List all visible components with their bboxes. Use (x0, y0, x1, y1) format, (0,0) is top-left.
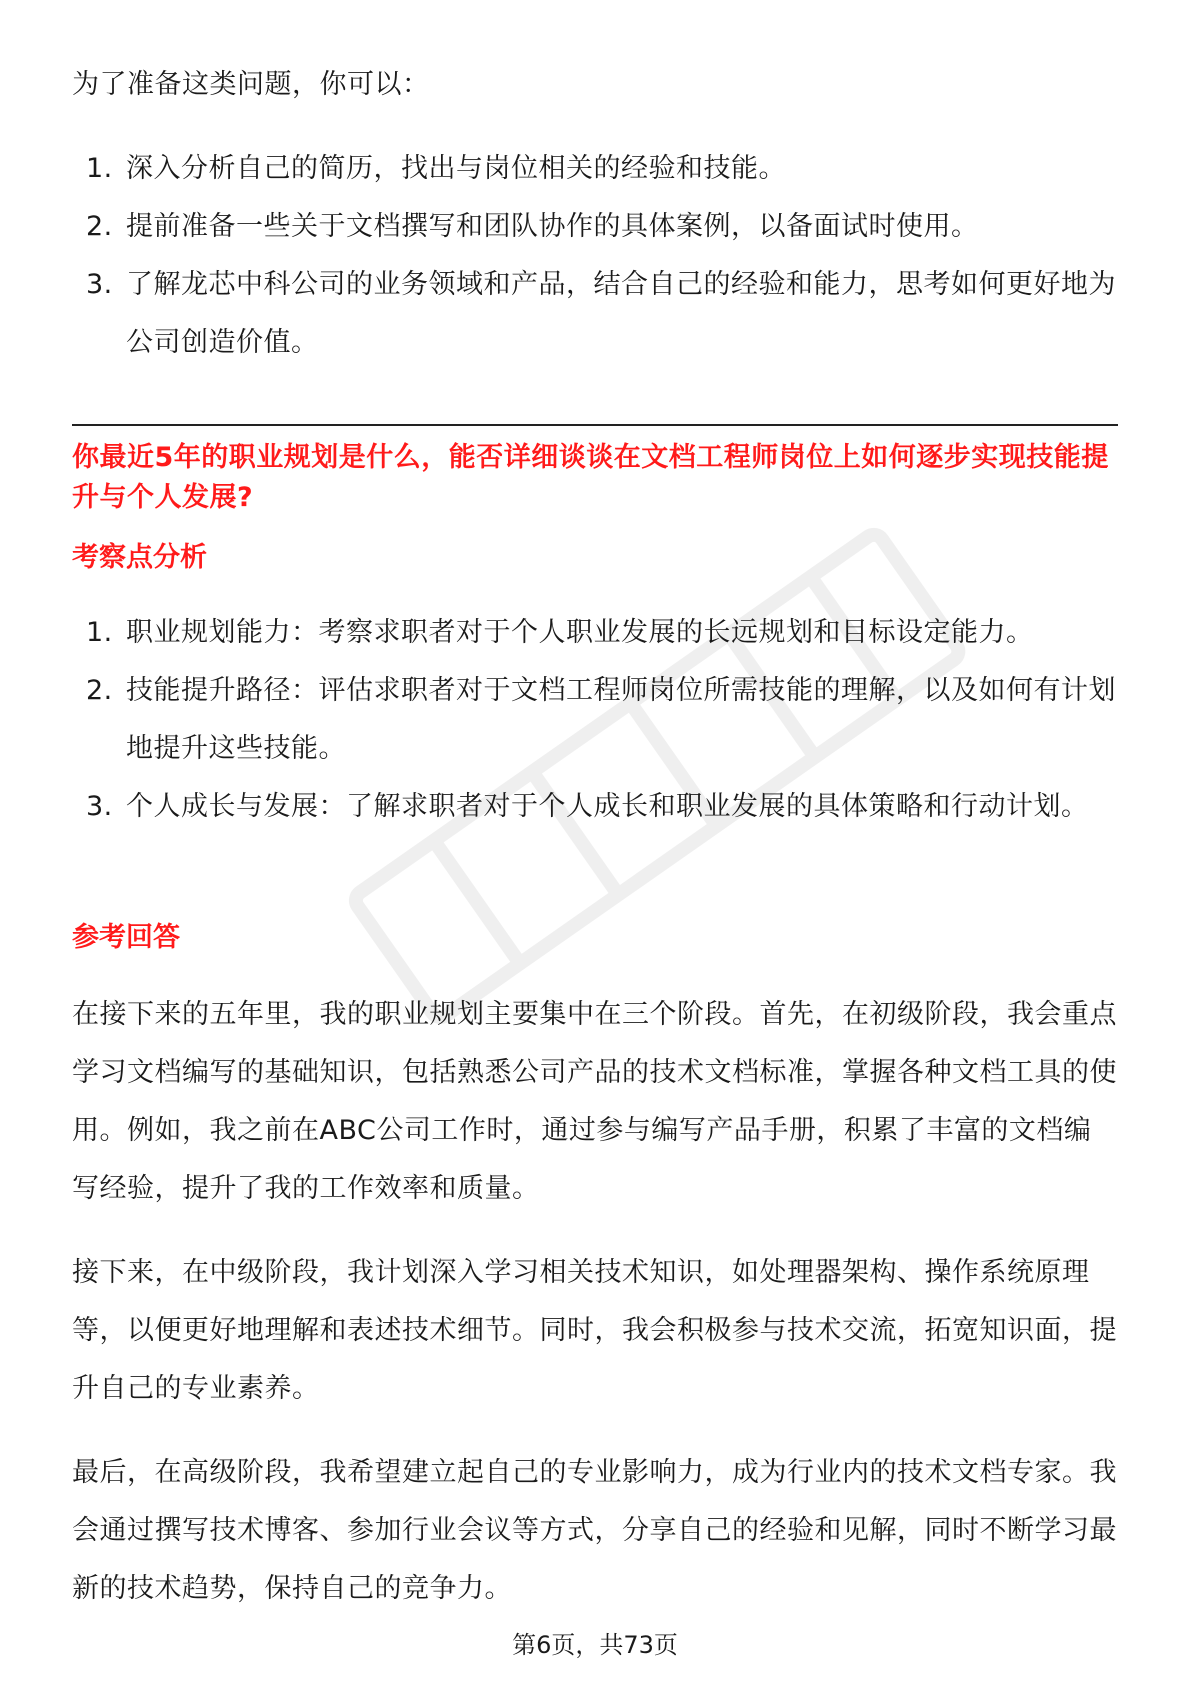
answer-heading: 参考回答 (72, 922, 180, 953)
answer-paragraph: 在接下来的五年里，我的职业规划主要集中在三个阶段。首先，在初级阶段，我会重点学习文档编写的基础知识，包括熟悉公司产品的技术文档标准，掌握各种文档工具的使用。例如，我之前在ABC公司工作时，通过参与编写产品手册，积累了丰富的文档编写经验，提升了我的工作效率和质量。 (72, 999, 1117, 1204)
list-text: 技能提升路径：评估求职者对于文档工程师岗位所需技能的理解，以及如何有计划地提升这些技能。 (126, 675, 1116, 764)
answer-paragraph: 最后，在高级阶段，我希望建立起自己的专业影响力，成为行业内的技术文档专家。我会通过撰写技术博客、参加行业会议等方式，分享自己的经验和见解，同时不断学习最新的技术趋势，保持自己的竞争力。 (72, 1457, 1117, 1604)
list-item (72, 662, 1118, 778)
list-number: 1. (86, 617, 113, 648)
list-number: 2. (86, 675, 113, 706)
list-text: 职业规划能力：考察求职者对于个人职业发展的长远规划和目标设定能力。 (126, 617, 1034, 648)
analysis-heading: 考察点分析 (72, 542, 207, 573)
list-number: 1. (86, 153, 113, 184)
list-item (72, 778, 1118, 836)
list-text: 深入分析自己的简历，找出与岗位相关的经验和技能。 (126, 153, 786, 184)
question-heading: 你最近5年的职业规划是什么，能否详细谈谈在文档工程师岗位上如何逐步实现技能提升与个人发展? (72, 442, 1109, 513)
list-number: 2. (86, 211, 113, 242)
list-number: 3. (86, 269, 113, 300)
list-number: 3. (86, 791, 113, 822)
prep-list (72, 140, 1118, 372)
list-text: 提前准备一些关于文档撰写和团队协作的具体案例，以备面试时使用。 (126, 211, 979, 242)
page-footer: 第6页，共73页 (512, 1631, 678, 1659)
answer-paragraph: 接下来，在中级阶段，我计划深入学习相关技术知识，如处理器架构、操作系统原理等，以便更好地理解和表述技术细节。同时，我会积极参与技术交流，拓宽知识面，提升自己的专业素养。 (72, 1257, 1117, 1404)
list-item (72, 604, 1118, 662)
list-text: 个人成长与发展：了解求职者对于个人成长和职业发展的具体策略和行动计划。 (126, 791, 1089, 822)
list-text: 了解龙芯中科公司的业务领域和产品，结合自己的经验和能力，思考如何更好地为公司创造价值。 (126, 269, 1116, 358)
list-item (72, 140, 1118, 198)
intro-text: 为了准备这类问题，你可以： (72, 69, 430, 100)
list-item (72, 256, 1118, 372)
analysis-list (72, 604, 1118, 836)
section-divider (72, 424, 1118, 426)
list-item (72, 198, 1118, 256)
